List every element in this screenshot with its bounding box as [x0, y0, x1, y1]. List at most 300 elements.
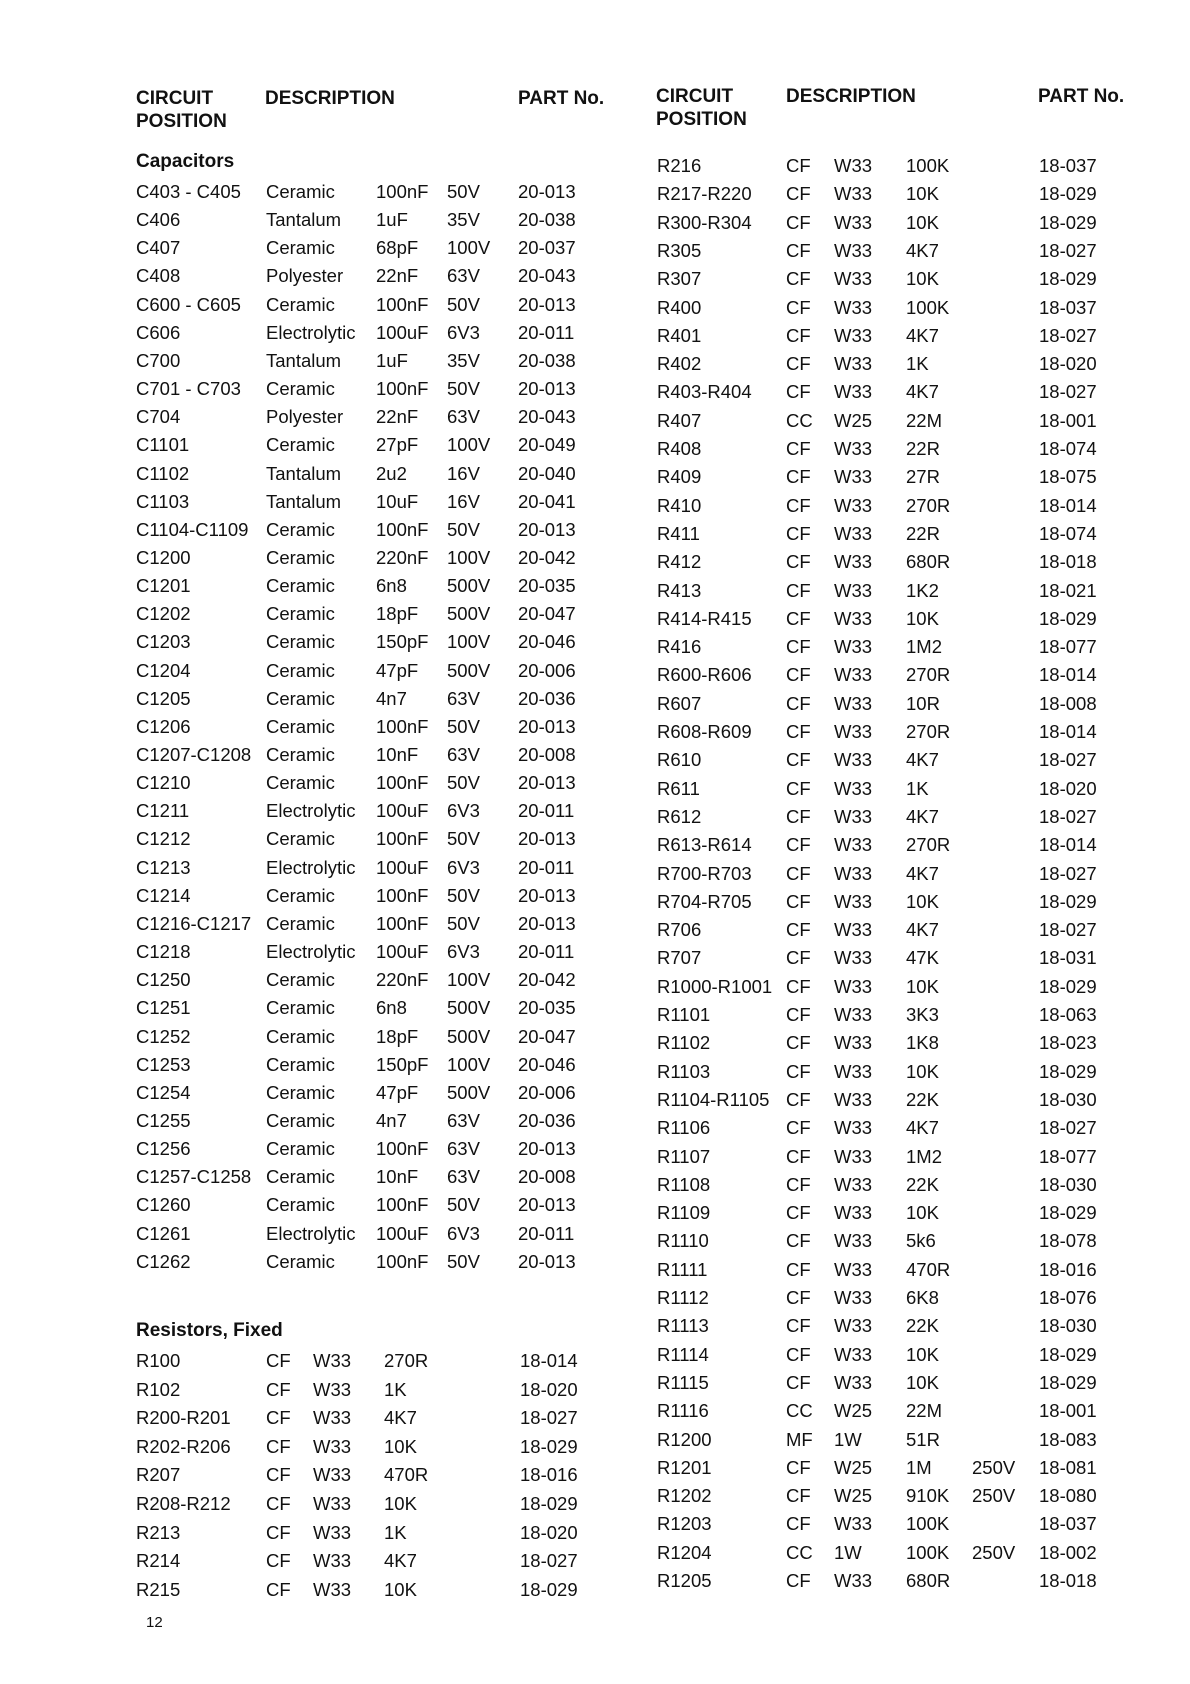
type: CC [786, 409, 813, 431]
circuit-position: R607 [657, 692, 702, 714]
part-number: 18-014 [1039, 834, 1097, 856]
type: CF [786, 805, 811, 827]
circuit-position: R1203 [657, 1513, 712, 1535]
value: 220nF [376, 969, 429, 991]
part-number: 18-001 [1039, 409, 1097, 431]
part-number: 18-027 [1039, 1117, 1097, 1139]
value: 10K [906, 1060, 939, 1082]
part-number: 18-027 [520, 1550, 578, 1572]
value: 150pF [376, 631, 429, 653]
circuit-position: C1212 [136, 828, 191, 850]
voltage: 100V [447, 1053, 491, 1075]
type: Ceramic [266, 378, 335, 400]
circuit-position: C1261 [136, 1222, 191, 1244]
value: 270R [906, 664, 951, 686]
resistor-row [0, 775, 1190, 803]
value: 100uF [376, 321, 429, 343]
part-number: 18-029 [1039, 975, 1097, 997]
value: 47K [906, 947, 939, 969]
circuit-position: R1106 [657, 1117, 711, 1139]
value: 4K7 [906, 749, 939, 771]
part-number: 20-040 [518, 462, 576, 484]
rating: W33 [834, 919, 873, 941]
resistor-row [0, 605, 1190, 633]
type: CF [786, 1343, 811, 1365]
part-number: 18-029 [1039, 1202, 1097, 1224]
rating: W33 [834, 805, 873, 827]
part-number: 18-029 [1039, 211, 1097, 233]
value: 680R [906, 1570, 951, 1591]
resistor-row [0, 1227, 1190, 1255]
part-number: 20-047 [518, 1025, 576, 1047]
part-number: 20-011 [518, 800, 575, 822]
type: CF [786, 1004, 811, 1025]
circuit-position: R300-R304 [657, 211, 752, 233]
circuit-position: C1257-C1258 [136, 1166, 252, 1188]
circuit-position: C700 [136, 349, 181, 371]
part-number: 20-013 [518, 293, 576, 315]
rating: W33 [834, 862, 873, 884]
voltage: 50V [447, 518, 480, 540]
voltage: 50V [447, 772, 480, 794]
resistor-row [0, 1510, 1190, 1538]
header-circuit-position-left: CIRCUIT POSITION [136, 88, 227, 132]
part-number: 18-031 [1039, 947, 1097, 969]
type: Tantalum [266, 209, 342, 231]
rating: W33 [834, 1060, 873, 1082]
rating: W33 [834, 1004, 873, 1025]
voltage: 500V [447, 997, 491, 1019]
part-number: 20-013 [518, 1250, 576, 1272]
rating: W33 [834, 1088, 873, 1110]
circuit-position: R200-R201 [136, 1407, 231, 1429]
type: Ceramic [266, 631, 335, 653]
value: 680R [906, 551, 951, 573]
circuit-position: R1115 [657, 1371, 709, 1393]
resistor-row [0, 265, 1190, 293]
value: 27R [906, 466, 940, 488]
type: Ceramic [266, 1025, 335, 1047]
value: 68pF [376, 237, 419, 259]
part-number: 18-030 [1039, 1088, 1097, 1110]
part-number: 18-030 [1039, 1173, 1097, 1195]
value: 100nF [376, 828, 429, 850]
rating: W33 [834, 607, 873, 629]
part-number: 18-027 [1039, 381, 1097, 403]
value: 270R [906, 494, 951, 516]
type: CF [786, 1032, 811, 1054]
value: 10K [906, 1343, 939, 1365]
part-number: 18-029 [1039, 890, 1097, 912]
value: 100nF [376, 715, 429, 737]
type: CF [786, 607, 811, 629]
part-number: 18-029 [1039, 1371, 1097, 1393]
value: 6n8 [376, 997, 407, 1019]
voltage: 50V [447, 1194, 480, 1216]
value: 3K3 [906, 1004, 939, 1025]
section-resistors-fixed-title: Resistors, Fixed [136, 1320, 283, 1341]
type: CF [786, 1456, 811, 1478]
type: CF [786, 155, 811, 176]
part-number: 20-013 [518, 715, 576, 737]
rating: W33 [313, 1350, 352, 1371]
voltage: 500V [447, 575, 491, 597]
circuit-position: R410 [657, 494, 702, 516]
circuit-position: R1107 [657, 1145, 711, 1167]
resistor-row [0, 1171, 1190, 1199]
circuit-position: R1101 [657, 1004, 711, 1025]
type: CF [786, 947, 811, 969]
circuit-position: C1252 [136, 1025, 191, 1047]
type: CF [786, 664, 811, 686]
part-number: 18-083 [1039, 1428, 1097, 1450]
value: 100nF [376, 518, 429, 540]
type: Ceramic [266, 1194, 335, 1216]
type: Ceramic [266, 1166, 335, 1188]
circuit-position: R401 [657, 324, 702, 346]
rating: W33 [313, 1493, 352, 1514]
resistor-row [0, 209, 1190, 237]
circuit-position: C406 [136, 209, 181, 231]
circuit-position: R412 [657, 551, 702, 573]
resistor-row [0, 1284, 1190, 1312]
resistor-row [0, 746, 1190, 774]
type: CF [786, 381, 811, 403]
type: Ceramic [266, 575, 335, 597]
value: 10nF [376, 744, 419, 765]
part-number: 20-013 [518, 518, 576, 540]
circuit-position: C1253 [136, 1053, 191, 1075]
voltage: 50V [447, 1250, 480, 1272]
rating: W33 [834, 721, 873, 742]
part-number: 18-027 [1039, 239, 1097, 261]
type: CF [786, 1371, 811, 1393]
circuit-position: R608-R609 [657, 721, 752, 742]
voltage: 6V3 [447, 321, 480, 343]
type: CF [786, 749, 811, 771]
value: 27pF [376, 434, 419, 456]
type: Ceramic [266, 687, 335, 709]
type: CF [266, 1550, 291, 1572]
header-part-no-right: PART No. [1038, 86, 1125, 107]
type: Electrolytic [266, 941, 356, 963]
part-number: 18-014 [1039, 664, 1097, 686]
circuit-position: C408 [136, 265, 181, 287]
voltage: 100V [447, 631, 491, 653]
type: Ceramic [266, 1053, 335, 1075]
circuit-position: C403 - C405 [136, 181, 241, 202]
part-number: 20-013 [518, 884, 576, 906]
circuit-position: R100 [136, 1350, 181, 1371]
part-number: 20-006 [518, 1081, 576, 1103]
value: 100uF [376, 941, 429, 963]
part-number: 20-013 [518, 1138, 576, 1160]
header-part-no-left: PART No. [518, 88, 605, 109]
value: 4K7 [906, 381, 939, 403]
circuit-position: R1202 [657, 1485, 712, 1507]
part-number: 18-077 [1039, 1145, 1097, 1167]
type: Ceramic [266, 744, 335, 765]
type: Ceramic [266, 828, 335, 850]
type: CF [786, 296, 811, 318]
type: CF [786, 353, 811, 375]
value: 100uF [376, 856, 429, 878]
value: 10K [906, 975, 939, 997]
voltage: 50V [447, 181, 480, 202]
part-number: 18-029 [1039, 1060, 1097, 1082]
value: 22nF [376, 265, 419, 287]
resistor-row [0, 803, 1190, 831]
voltage: 250V [972, 1456, 1016, 1478]
circuit-position: R307 [657, 268, 702, 290]
resistor-row [0, 378, 1190, 406]
circuit-position: R1102 [657, 1032, 711, 1054]
part-number: 18-008 [1039, 692, 1097, 714]
header-circuit-position-right: CIRCUIT POSITION [656, 86, 747, 130]
rating: W33 [834, 890, 873, 912]
type: Ceramic [266, 912, 335, 934]
rating: W33 [834, 1032, 873, 1054]
part-number: 20-013 [518, 1194, 576, 1216]
rating: W33 [834, 1287, 873, 1308]
voltage: 100V [447, 969, 491, 991]
rating: W33 [834, 296, 873, 318]
rating: W33 [834, 183, 873, 205]
circuit-position: R413 [657, 579, 702, 601]
circuit-position: R1114 [657, 1343, 709, 1365]
part-number: 18-016 [520, 1464, 578, 1486]
resistor-row [0, 322, 1190, 350]
part-number: 20-013 [518, 378, 576, 400]
circuit-position: R1201 [657, 1456, 712, 1478]
resistor-row [0, 661, 1190, 689]
value: 10K [906, 890, 939, 912]
type: CF [786, 692, 811, 714]
part-number: 20-041 [518, 490, 576, 512]
value: 1K [906, 353, 929, 375]
type: Electrolytic [266, 856, 356, 878]
value: 4K7 [906, 862, 939, 884]
rating: W33 [834, 1173, 873, 1195]
voltage: 63V [447, 265, 480, 287]
type: Ceramic [266, 237, 335, 259]
part-number: 18-074 [1039, 522, 1097, 544]
value: 4K7 [906, 805, 939, 827]
resistor-row [0, 407, 1190, 435]
part-number: 18-029 [1039, 183, 1097, 205]
type: Ceramic [266, 715, 335, 737]
circuit-position: C1103 [136, 490, 190, 512]
resistor-row [0, 152, 1190, 180]
voltage: 100V [447, 546, 491, 568]
part-number: 20-011 [518, 856, 575, 878]
value: 100K [906, 1513, 950, 1535]
part-number: 18-020 [1039, 777, 1097, 799]
part-number: 20-037 [518, 237, 576, 259]
circuit-position: C1101 [136, 434, 190, 456]
circuit-position: C1200 [136, 546, 191, 568]
rating: W33 [834, 749, 873, 771]
circuit-position: R207 [136, 1464, 181, 1486]
value: 10R [906, 692, 940, 714]
part-number: 20-042 [518, 546, 576, 568]
part-number: 20-011 [518, 321, 575, 343]
part-number: 18-077 [1039, 636, 1097, 658]
resistor-row [0, 1341, 1190, 1369]
type: Tantalum [266, 349, 342, 371]
value: 100nF [376, 1194, 429, 1216]
part-number: 20-035 [518, 997, 576, 1019]
circuit-position: R416 [657, 636, 702, 658]
resistor-row [0, 1426, 1190, 1454]
type: Ceramic [266, 546, 335, 568]
circuit-position: C600 - C605 [136, 293, 241, 315]
rating: W33 [834, 494, 873, 516]
value: 10K [906, 268, 939, 290]
part-number: 18-027 [1039, 805, 1097, 827]
part-number: 20-006 [518, 659, 576, 681]
voltage: 500V [447, 1025, 491, 1047]
type: CF [786, 636, 811, 658]
rating: W33 [834, 664, 873, 686]
resistor-row [0, 888, 1190, 916]
circuit-position: C1206 [136, 715, 191, 737]
circuit-position: R613-R614 [657, 834, 752, 856]
voltage: 50V [447, 378, 480, 400]
circuit-position: C1102 [136, 462, 190, 484]
rating: W33 [834, 1371, 873, 1393]
part-number: 18-027 [1039, 862, 1097, 884]
resistor-row [0, 1199, 1190, 1227]
value: 10K [906, 183, 939, 205]
type: CF [266, 1435, 291, 1457]
type: CF [786, 1173, 811, 1195]
value: 1K2 [906, 579, 939, 601]
type: CF [786, 1570, 811, 1591]
rating: W33 [834, 1117, 873, 1139]
voltage: 63V [447, 687, 480, 709]
part-number: 20-038 [518, 349, 576, 371]
resistor-row [0, 1086, 1190, 1114]
part-number: 18-016 [1039, 1258, 1097, 1280]
voltage: 100V [447, 434, 491, 456]
part-number: 18-020 [1039, 353, 1097, 375]
value: 10K [384, 1493, 417, 1514]
value: 22R [906, 522, 940, 544]
voltage: 500V [447, 1081, 491, 1103]
resistor-row [0, 1312, 1190, 1340]
circuit-position: R403-R404 [657, 381, 752, 403]
circuit-position: C704 [136, 406, 181, 428]
part-number: 20-038 [518, 209, 576, 231]
circuit-position: R706 [657, 919, 702, 941]
circuit-position: R102 [136, 1378, 181, 1400]
circuit-position: R1113 [657, 1315, 709, 1337]
circuit-position: R707 [657, 947, 702, 969]
part-number: 20-011 [518, 941, 575, 963]
rating: W33 [834, 466, 873, 488]
value: 47pF [376, 1081, 419, 1103]
part-number: 18-080 [1039, 1485, 1097, 1507]
circuit-position: R215 [136, 1578, 181, 1600]
value: 10K [906, 211, 939, 233]
part-number: 18-029 [1039, 268, 1097, 290]
rating: W25 [834, 1485, 873, 1507]
rating: W33 [834, 438, 873, 459]
type: CF [786, 324, 811, 346]
rating: W33 [834, 975, 873, 997]
rating: W33 [834, 1258, 873, 1280]
header-description-left: DESCRIPTION [265, 88, 395, 109]
resistor-row [0, 180, 1190, 208]
type: Ceramic [266, 1109, 335, 1131]
part-number: 20-046 [518, 1053, 576, 1075]
circuit-position: C1214 [136, 884, 191, 906]
part-number: 18-029 [1039, 607, 1097, 629]
type: CF [786, 239, 811, 261]
voltage: 63V [447, 406, 480, 428]
part-number: 20-036 [518, 1109, 576, 1131]
rating: W33 [834, 579, 873, 601]
rating: W33 [313, 1464, 352, 1486]
rating: W33 [834, 1202, 873, 1224]
circuit-position: C1205 [136, 687, 191, 709]
part-number: 18-029 [520, 1435, 578, 1457]
type: Ceramic [266, 1081, 335, 1103]
type: Electrolytic [266, 1222, 356, 1244]
part-number: 20-013 [518, 772, 576, 794]
value: 100uF [376, 1222, 429, 1244]
circuit-position: C1202 [136, 603, 191, 625]
rating: W33 [834, 1343, 873, 1365]
value: 1uF [376, 349, 408, 371]
value: 10nF [376, 1166, 419, 1188]
circuit-position: C1216-C1217 [136, 912, 252, 934]
type: CF [786, 777, 811, 799]
voltage: 63V [447, 1138, 480, 1160]
value: 100nF [376, 1250, 429, 1272]
value: 22K [906, 1315, 939, 1337]
type: CF [786, 268, 811, 290]
value: 150pF [376, 1053, 429, 1075]
part-number: 18-037 [1039, 155, 1097, 176]
voltage: 16V [447, 462, 480, 484]
value: 18pF [376, 603, 419, 625]
part-number: 18-027 [1039, 324, 1097, 346]
resistor-row [0, 944, 1190, 972]
resistor-row [0, 1256, 1190, 1284]
value: 4n7 [376, 1109, 407, 1131]
part-number: 18-037 [1039, 1513, 1097, 1535]
resistor-row [0, 718, 1190, 746]
voltage: 100V [447, 237, 491, 259]
resistor-row [0, 1369, 1190, 1397]
type: CF [786, 211, 811, 233]
circuit-position: R400 [657, 296, 702, 318]
resistor-row [0, 1397, 1190, 1425]
rating: W33 [834, 1145, 873, 1167]
circuit-position: C1260 [136, 1194, 191, 1216]
voltage: 500V [447, 603, 491, 625]
circuit-position: C1213 [136, 856, 191, 878]
voltage: 6V3 [447, 941, 480, 963]
type: CF [786, 1258, 811, 1280]
part-number: 18-023 [1039, 1032, 1097, 1054]
type: CF [266, 1378, 291, 1400]
voltage: 50V [447, 293, 480, 315]
value: 18pF [376, 1025, 419, 1047]
resistor-row [0, 492, 1190, 520]
